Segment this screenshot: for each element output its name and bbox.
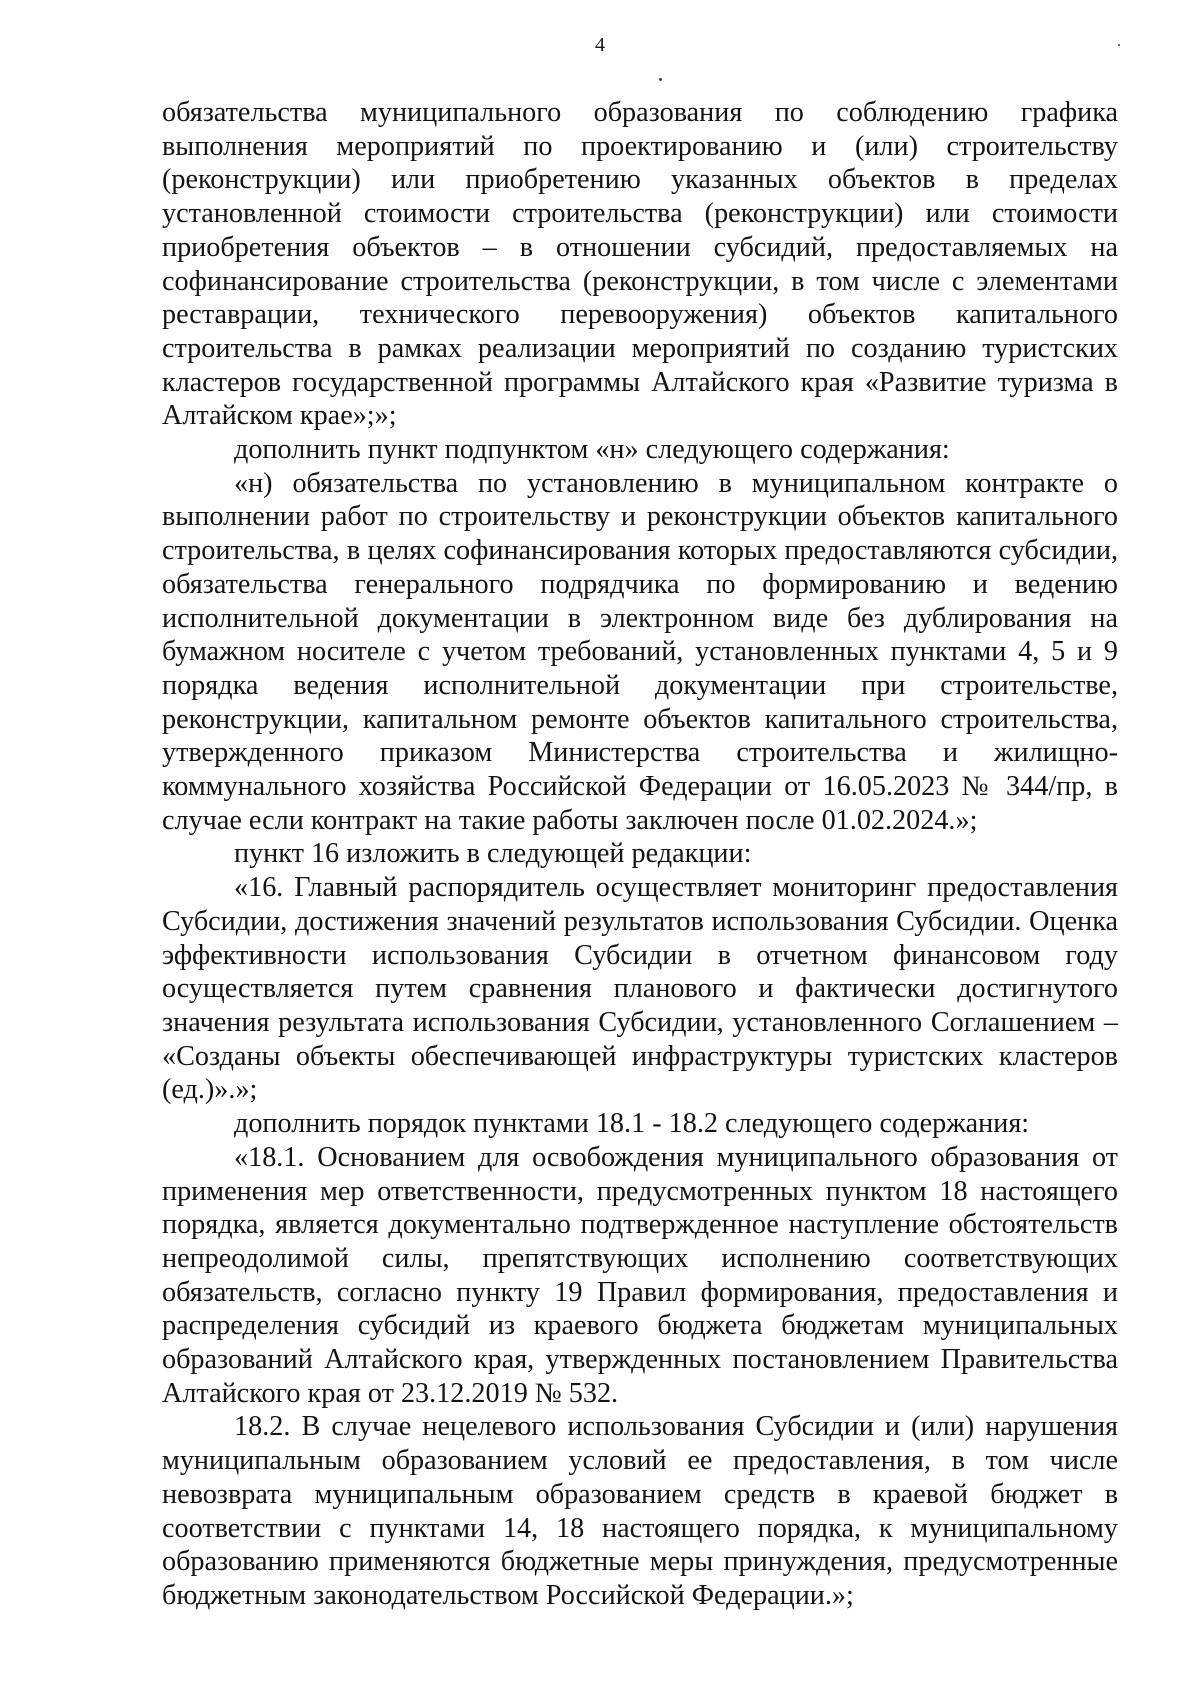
paragraph-item-18-2: 18.2. В случае нецелевого использования Субсидии и (или) нарушения муниципальным образованием условий ее предоставления, в том числе невозврата муниципальным образованием средств в краевой бюджет в соответствии с пунктами 14, 18 настоящего порядка, к муниципальному образованию применяются бюджетные меры принуждения, предусмотренные бюджетным законодательством Российской Федерации.»;: [162, 1411, 1118, 1611]
paragraph-subitem-n: «н) обязательства по установлению в муниципальном контракте о выполнении работ по строительству и реконструкции объектов капитального строительства, в целях софинансирования которых предоставляются субсидии, обязательства генерального подрядчика по формированию и ведению исполнительной документации в электронном виде без дублирования на бумажном носителе с учетом требований, установленных пунктами 4, 5 и 9 порядка ведения исполнительной документации при строительстве, реконструкции, капитальном ремонте объектов капитального строительства, утвержденного приказом Министерства строительства и жилищно-коммунального хозяйства Российской Федерации от 16.05.2023 № 344/пр, в случае если контракт на такие работы заключен после 01.02.2024.»;: [162, 467, 1118, 836]
paragraph-obligations-continuation: обязательства муниципального образования по соблюдению графика выполнения мероприятий по проектированию и (или) строительству (реконструкции) или приобретению указанных объектов в пределах установленной стоимости строительства (реконструкции) или стоимости приобретения объектов – в отношении субсидий, предоставляемых на софинансирование строительства (реконструкции, в том числе с элементами реставрации, технического перевооружения) объектов капитального строительства в рамках реализации мероприятий по созданию туристских кластеров государственной программы Алтайского края «Развитие туризма в Алтайском крае»;»;: [162, 97, 1118, 432]
document-body: [162, 96, 1118, 1613]
scan-speck: [659, 78, 662, 81]
scan-speck: [1118, 44, 1120, 46]
paragraph-item-18-1: «18.1. Основанием для освобождения муниципального образования от применения мер ответственности, предусмотренных пунктом 18 настоящего порядка, является документально подтвержденное наступление обстоятельств непреодолимой силы, препятствующих исполнению соответствующих обязательств, согласно пункту 19 Правил формирования, предоставления и распределения субсидий из краевого бюджета бюджетам муниципальных образований Алтайского края, утвержденных постановлением Правительства Алтайского края от 23.12.2019 № 532.: [162, 1141, 1118, 1409]
paragraph-item-16: «16. Главный распорядитель осуществляет мониторинг предоставления Субсидии, достижения значений результатов использования Субсидии. Оценка эффективности использования Субсидии в отчетном финансовом году осуществляется путем сравнения планового и фактически достигнутого значения результата использования Субсидии, установленного Соглашением – «Созданы объекты обеспечивающей инфраструктуры туристских кластеров (ед.)».»;: [162, 872, 1118, 1106]
paragraph-amend-item-16: пункт 16 изложить в следующей редакции:: [234, 838, 752, 870]
page-number: 4: [595, 34, 605, 56]
paragraph-amend-items-18: дополнить порядок пунктами 18.1 - 18.2 следующего содержания:: [234, 1108, 1030, 1140]
paragraph-amend-subitem-n: дополнить пункт подпунктом «н» следующего содержания:: [234, 434, 950, 466]
